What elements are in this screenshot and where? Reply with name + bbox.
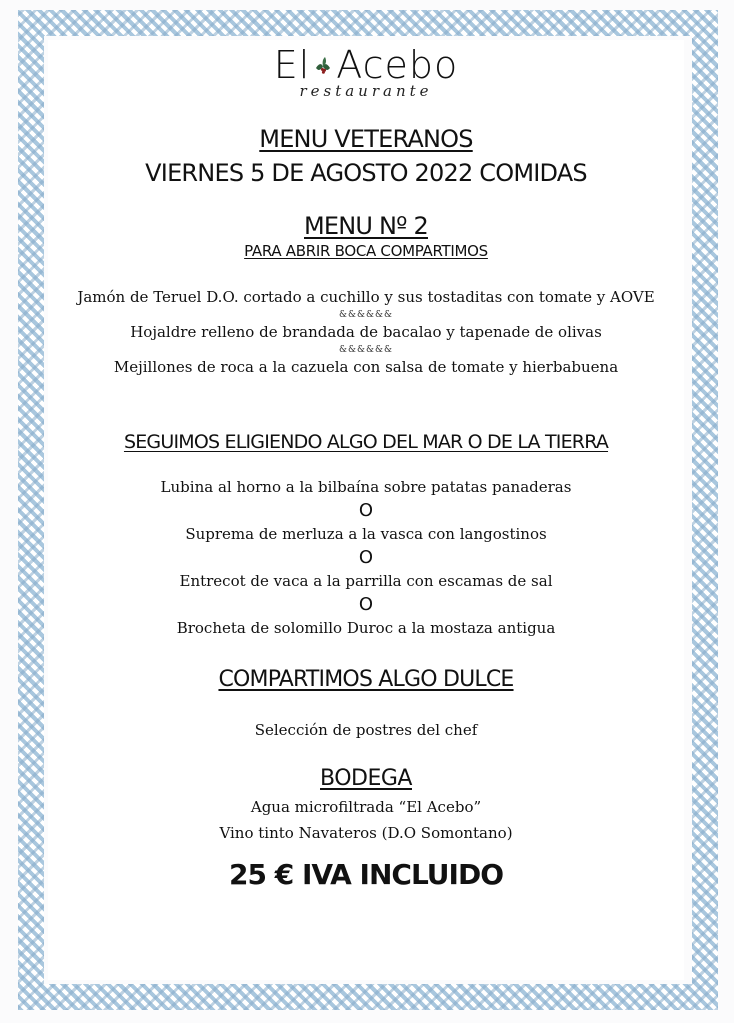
menu-content (48, 40, 684, 980)
menu-title-line2: VIERNES 5 DE AGOSTO 2022 COMIDAS (145, 159, 587, 187)
main-choice-4: Brocheta de solomillo Duroc a la mostaza antigua (176, 619, 556, 637)
shared-dish-2: Hojaldre relleno de brandada de bacalao y tapenade de olivas (130, 323, 602, 341)
shared-dishes-list (48, 286, 684, 379)
bodega-item-wine: Vino tinto Navateros (D.O Somontano) (219, 824, 513, 842)
main-choice-3: Entrecot de vaca a la parrilla con escamas de sal (179, 572, 553, 590)
menu-number-block (48, 212, 684, 262)
bodega-list (48, 794, 684, 846)
main-choice-1: Lubina al horno a la bilbaína sobre patatas panaderas (160, 478, 572, 496)
bodega-heading: BODEGA (320, 766, 412, 791)
dessert-heading: COMPARTIMOS ALGO DULCE (218, 667, 514, 692)
logo-name-right: Acebo (336, 43, 459, 87)
shared-dish-3: Mejillones de roca a la cazuela con salsa de tomate y hierbabuena (113, 358, 619, 376)
menu-price: 25 € IVA INCLUIDO (229, 858, 503, 891)
dish-separator-2: &&&&&& (338, 345, 394, 355)
choice-or-3: O (358, 594, 374, 615)
main-course-heading: SEGUIMOS ELIGIENDO ALGO DEL MAR O DE LA TIERRA (123, 431, 609, 453)
menu-number: MENU Nº 2 (304, 212, 428, 240)
shared-starters-heading: PARA ABRIR BOCA COMPARTIMOS (244, 242, 488, 260)
main-course-choices (48, 476, 684, 640)
logo-name-left: El (273, 43, 311, 87)
dessert-item: Selección de postres del chef (254, 721, 478, 739)
bodega-item-water: Agua microfiltrada “El Acebo” (250, 798, 482, 816)
dish-separator-1: &&&&&& (338, 310, 394, 320)
choice-or-2: O (358, 547, 374, 568)
holly-icon (312, 53, 334, 77)
logo-subtitle: restaurante (299, 82, 433, 100)
menu-title (48, 122, 684, 190)
logo-title (273, 43, 459, 87)
menu-title-line1: MENU VETERANOS (259, 125, 473, 153)
shared-dish-1: Jamón de Teruel D.O. cortado a cuchillo y sus tostaditas con tomate y AOVE (77, 288, 655, 306)
main-choice-2: Suprema de merluza a la vasca con langostinos (185, 525, 547, 543)
choice-or-1: O (358, 500, 374, 521)
restaurant-logo (48, 43, 684, 100)
